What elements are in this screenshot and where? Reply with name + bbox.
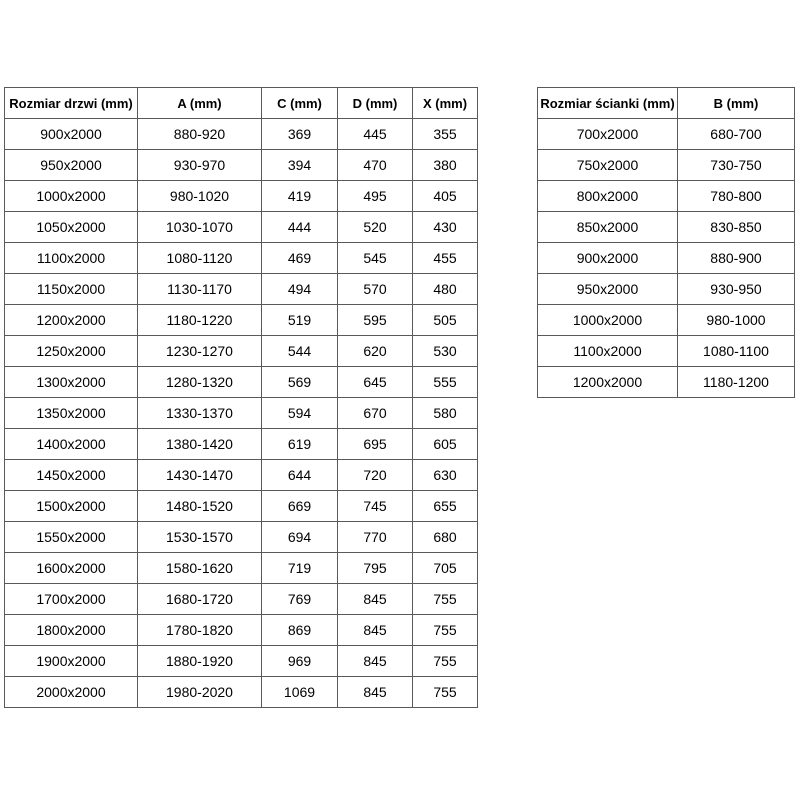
column-header: D (mm) <box>338 88 413 119</box>
table-row <box>5 522 478 553</box>
table-cell: 544 <box>262 336 338 367</box>
table-cell: 730-750 <box>678 150 795 181</box>
table-row <box>538 181 795 212</box>
table-cell: 519 <box>262 305 338 336</box>
table-cell: 1780-1820 <box>138 615 262 646</box>
table-cell: 900x2000 <box>5 119 138 150</box>
column-header: C (mm) <box>262 88 338 119</box>
table-cell: 620 <box>338 336 413 367</box>
table-cell: 1550x2000 <box>5 522 138 553</box>
table-cell: 830-850 <box>678 212 795 243</box>
table-cell: 1400x2000 <box>5 429 138 460</box>
table-row <box>5 119 478 150</box>
column-header: B (mm) <box>678 88 795 119</box>
table-cell: 520 <box>338 212 413 243</box>
table-row <box>5 584 478 615</box>
table-cell: 745 <box>338 491 413 522</box>
table-row <box>538 336 795 367</box>
table-cell: 980-1020 <box>138 181 262 212</box>
table-cell: 720 <box>338 460 413 491</box>
table-cell: 755 <box>413 615 478 646</box>
table-cell: 705 <box>413 553 478 584</box>
table-cell: 1880-1920 <box>138 646 262 677</box>
table-cell: 1180-1220 <box>138 305 262 336</box>
table-cell: 845 <box>338 584 413 615</box>
table-cell: 595 <box>338 305 413 336</box>
table-row <box>5 181 478 212</box>
table-row <box>5 677 478 708</box>
table-row <box>5 460 478 491</box>
table-cell: 845 <box>338 677 413 708</box>
table-cell: 750x2000 <box>538 150 678 181</box>
table-cell: 1150x2000 <box>5 274 138 305</box>
table-cell: 545 <box>338 243 413 274</box>
table-cell: 1450x2000 <box>5 460 138 491</box>
table-cell: 380 <box>413 150 478 181</box>
table-cell: 880-900 <box>678 243 795 274</box>
column-header: Rozmiar drzwi (mm) <box>5 88 138 119</box>
table-cell: 1350x2000 <box>5 398 138 429</box>
table-cell: 1000x2000 <box>5 181 138 212</box>
table-cell: 950x2000 <box>538 274 678 305</box>
table-cell: 769 <box>262 584 338 615</box>
table-row <box>5 336 478 367</box>
table-cell: 700x2000 <box>538 119 678 150</box>
column-header: A (mm) <box>138 88 262 119</box>
table-cell: 1080-1100 <box>678 336 795 367</box>
table-cell: 1330-1370 <box>138 398 262 429</box>
table-cell: 470 <box>338 150 413 181</box>
table-cell: 394 <box>262 150 338 181</box>
table-cell: 1700x2000 <box>5 584 138 615</box>
table-row <box>538 367 795 398</box>
table-row <box>5 646 478 677</box>
table-cell: 695 <box>338 429 413 460</box>
table-row <box>538 274 795 305</box>
header-row <box>5 88 478 119</box>
table-row <box>538 119 795 150</box>
table-row <box>5 553 478 584</box>
table-row <box>5 274 478 305</box>
table-cell: 1100x2000 <box>538 336 678 367</box>
table-cell: 505 <box>413 305 478 336</box>
table-cell: 694 <box>262 522 338 553</box>
table-row <box>5 398 478 429</box>
table-row <box>5 150 478 181</box>
table-cell: 669 <box>262 491 338 522</box>
table-cell: 480 <box>413 274 478 305</box>
table-row <box>538 243 795 274</box>
table-cell: 869 <box>262 615 338 646</box>
table-row <box>538 305 795 336</box>
table-cell: 644 <box>262 460 338 491</box>
table-cell: 1530-1570 <box>138 522 262 553</box>
table-cell: 1069 <box>262 677 338 708</box>
table-cell: 1050x2000 <box>5 212 138 243</box>
table-cell: 594 <box>262 398 338 429</box>
table-cell: 1250x2000 <box>5 336 138 367</box>
table-cell: 1100x2000 <box>5 243 138 274</box>
table-row <box>538 212 795 243</box>
table-cell: 430 <box>413 212 478 243</box>
column-header: Rozmiar ścianki (mm) <box>538 88 678 119</box>
table-cell: 1580-1620 <box>138 553 262 584</box>
table-cell: 755 <box>413 646 478 677</box>
table-cell: 845 <box>338 646 413 677</box>
table-cell: 1600x2000 <box>5 553 138 584</box>
table-cell: 880-920 <box>138 119 262 150</box>
table-cell: 530 <box>413 336 478 367</box>
table-cell: 630 <box>413 460 478 491</box>
table-cell: 1200x2000 <box>538 367 678 398</box>
table-cell: 1900x2000 <box>5 646 138 677</box>
table-cell: 655 <box>413 491 478 522</box>
table-cell: 1980-2020 <box>138 677 262 708</box>
table-cell: 494 <box>262 274 338 305</box>
table-cell: 405 <box>413 181 478 212</box>
table-cell: 1030-1070 <box>138 212 262 243</box>
table-cell: 795 <box>338 553 413 584</box>
header-row <box>538 88 795 119</box>
table-row <box>5 243 478 274</box>
table-cell: 900x2000 <box>538 243 678 274</box>
table-cell: 1280-1320 <box>138 367 262 398</box>
table-cell: 670 <box>338 398 413 429</box>
table-cell: 770 <box>338 522 413 553</box>
table-cell: 1430-1470 <box>138 460 262 491</box>
table-cell: 1500x2000 <box>5 491 138 522</box>
table-cell: 555 <box>413 367 478 398</box>
table-cell: 1480-1520 <box>138 491 262 522</box>
table-cell: 969 <box>262 646 338 677</box>
table-row <box>5 615 478 646</box>
table-cell: 419 <box>262 181 338 212</box>
table-cell: 680-700 <box>678 119 795 150</box>
table-cell: 800x2000 <box>538 181 678 212</box>
table-row <box>5 367 478 398</box>
table-cell: 680 <box>413 522 478 553</box>
table-cell: 1200x2000 <box>5 305 138 336</box>
table-cell: 719 <box>262 553 338 584</box>
table-cell: 755 <box>413 584 478 615</box>
table-cell: 1130-1170 <box>138 274 262 305</box>
table-cell: 845 <box>338 615 413 646</box>
table-cell: 1300x2000 <box>5 367 138 398</box>
table-row <box>5 491 478 522</box>
table-cell: 569 <box>262 367 338 398</box>
table-cell: 580 <box>413 398 478 429</box>
table-cell: 1680-1720 <box>138 584 262 615</box>
door-sizes-table <box>4 87 478 708</box>
table-cell: 850x2000 <box>538 212 678 243</box>
table-row <box>5 429 478 460</box>
table-cell: 1800x2000 <box>5 615 138 646</box>
table-cell: 930-970 <box>138 150 262 181</box>
table-row <box>538 150 795 181</box>
table-cell: 930-950 <box>678 274 795 305</box>
table-cell: 780-800 <box>678 181 795 212</box>
table-cell: 605 <box>413 429 478 460</box>
table-cell: 495 <box>338 181 413 212</box>
table-cell: 445 <box>338 119 413 150</box>
table-cell: 2000x2000 <box>5 677 138 708</box>
table-cell: 455 <box>413 243 478 274</box>
table-row <box>5 305 478 336</box>
table-cell: 980-1000 <box>678 305 795 336</box>
table-cell: 619 <box>262 429 338 460</box>
wall-sizes-table <box>537 87 795 398</box>
table-cell: 1180-1200 <box>678 367 795 398</box>
table-row <box>5 212 478 243</box>
table-cell: 369 <box>262 119 338 150</box>
table-cell: 755 <box>413 677 478 708</box>
table-cell: 355 <box>413 119 478 150</box>
table-cell: 1080-1120 <box>138 243 262 274</box>
table-cell: 570 <box>338 274 413 305</box>
table-cell: 1380-1420 <box>138 429 262 460</box>
table-cell: 1230-1270 <box>138 336 262 367</box>
table-cell: 645 <box>338 367 413 398</box>
table-cell: 444 <box>262 212 338 243</box>
column-header: X (mm) <box>413 88 478 119</box>
table-cell: 469 <box>262 243 338 274</box>
table-cell: 1000x2000 <box>538 305 678 336</box>
table-cell: 950x2000 <box>5 150 138 181</box>
